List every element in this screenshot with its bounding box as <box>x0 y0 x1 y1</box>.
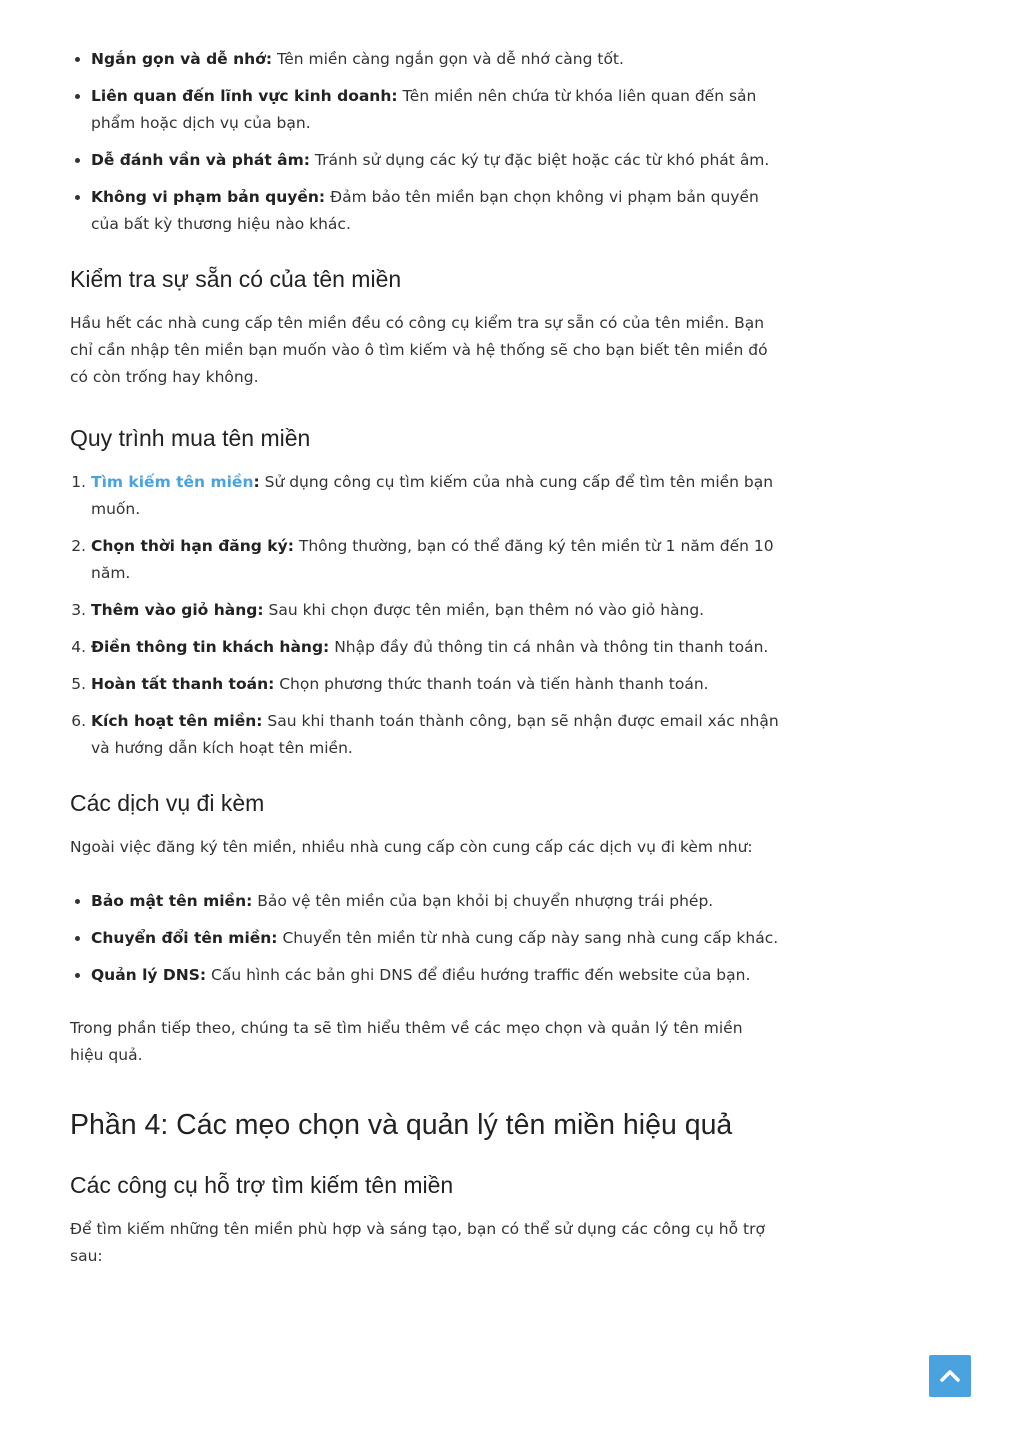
tools-paragraph: Để tìm kiếm những tên miền phù hợp và sáng tạo, bạn có thể sử dụng các công cụ hỗ trợ sau: <box>70 1220 765 1265</box>
list-item <box>91 925 780 952</box>
list-item-term: Chọn thời hạn đăng ký: <box>91 537 294 555</box>
list-item <box>91 184 780 238</box>
list-item-colon: : <box>253 473 260 491</box>
list-item-text: Tên miền nên chứa từ khóa liên quan đến sản phẩm hoặc dịch vụ của bạn. <box>91 87 757 132</box>
back-to-top-button[interactable] <box>929 1355 971 1397</box>
list-item-term: Không vi phạm bản quyền: <box>91 188 326 206</box>
list-item-term: Kích hoạt tên miền: <box>91 712 263 730</box>
list-item <box>91 962 780 989</box>
list-item-term: Hoàn tất thanh toán: <box>91 675 275 693</box>
list-item <box>91 597 780 624</box>
list-item-text: Tránh sử dụng các ký tự đặc biệt hoặc các từ khó phát âm. <box>309 151 770 169</box>
criteria-list <box>70 46 780 238</box>
list-item <box>91 708 780 762</box>
list-item-term: Quản lý DNS: <box>91 966 207 984</box>
availability-paragraph: Hầu hết các nhà cung cấp tên miền đều có công cụ kiểm tra sự sẵn có của tên miền. Bạn chỉ cần nhập tên miền bạn muốn vào ô tìm kiếm và hệ thống sẽ cho bạn biết tên miền đó có còn trống hay không. <box>70 314 768 386</box>
chevron-up-icon <box>939 1368 961 1384</box>
list-item <box>91 533 780 587</box>
list-item <box>91 469 780 523</box>
services-outro: Trong phần tiếp theo, chúng ta sẽ tìm hiểu thêm về các mẹo chọn và quản lý tên miền hiệu quả. <box>70 1019 743 1064</box>
list-item-text: Tên miền càng ngắn gọn và dễ nhớ càng tốt. <box>272 50 624 68</box>
services-list <box>70 888 780 989</box>
list-item-text: Sau khi chọn được tên miền, bạn thêm nó vào giỏ hàng. <box>263 601 705 619</box>
list-item-term: Thêm vào giỏ hàng: <box>91 601 264 619</box>
list-item-text: Sau khi thanh toán thành công, bạn sẽ nhận được email xác nhận và hướng dẫn kích hoạt tên miền. <box>91 712 779 757</box>
list-item-term: Chuyển đổi tên miền: <box>91 929 278 947</box>
list-item <box>91 46 780 73</box>
list-item <box>91 671 780 698</box>
services-intro: Ngoài việc đăng ký tên miền, nhiều nhà cung cấp còn cung cấp các dịch vụ đi kèm như: <box>70 838 753 856</box>
article-content <box>70 46 780 1270</box>
search-domain-link[interactable]: Tìm kiếm tên miền <box>91 473 254 491</box>
list-item-text: Chuyển tên miền từ nhà cung cấp này sang nhà cung cấp khác. <box>277 929 779 947</box>
services-heading: Các dịch vụ đi kèm <box>70 790 265 816</box>
list-item-text: Đảm bảo tên miền bạn chọn không vi phạm bản quyền của bất kỳ thương hiệu nào khác. <box>91 188 759 233</box>
list-item-text: Cấu hình các bản ghi DNS để điều hướng traffic đến website của bạn. <box>206 966 751 984</box>
list-item-term: Điền thông tin khách hàng: <box>91 638 330 656</box>
process-heading: Quy trình mua tên miền <box>70 425 311 451</box>
list-item <box>91 888 780 915</box>
list-item-term: Dễ đánh vần và phát âm: <box>91 151 310 169</box>
list-item-text: Nhập đầy đủ thông tin cá nhân và thông tin thanh toán. <box>329 638 769 656</box>
list-item-text: Thông thường, bạn có thể đăng ký tên miền từ 1 năm đến 10 năm. <box>91 537 774 582</box>
list-item-term: Ngắn gọn và dễ nhớ: <box>91 50 273 68</box>
list-item <box>91 147 780 174</box>
availability-heading: Kiểm tra sự sẵn có của tên miền <box>70 266 402 292</box>
list-item-text: Bảo vệ tên miền của bạn khỏi bị chuyển nhượng trái phép. <box>252 892 714 910</box>
process-steps <box>70 469 780 762</box>
list-item <box>91 83 780 137</box>
tools-heading: Các công cụ hỗ trợ tìm kiếm tên miền <box>70 1172 454 1198</box>
list-item-term: Bảo mật tên miền: <box>91 892 253 910</box>
list-item-term: Liên quan đến lĩnh vực kinh doanh: <box>91 87 398 105</box>
part4-heading: Phần 4: Các mẹo chọn và quản lý tên miền hiệu quả <box>70 1109 733 1141</box>
list-item <box>91 634 780 661</box>
list-item-text: Chọn phương thức thanh toán và tiến hành thanh toán. <box>274 675 709 693</box>
list-item-text: Sử dụng công cụ tìm kiếm của nhà cung cấp để tìm tên miền bạn muốn. <box>91 473 774 518</box>
